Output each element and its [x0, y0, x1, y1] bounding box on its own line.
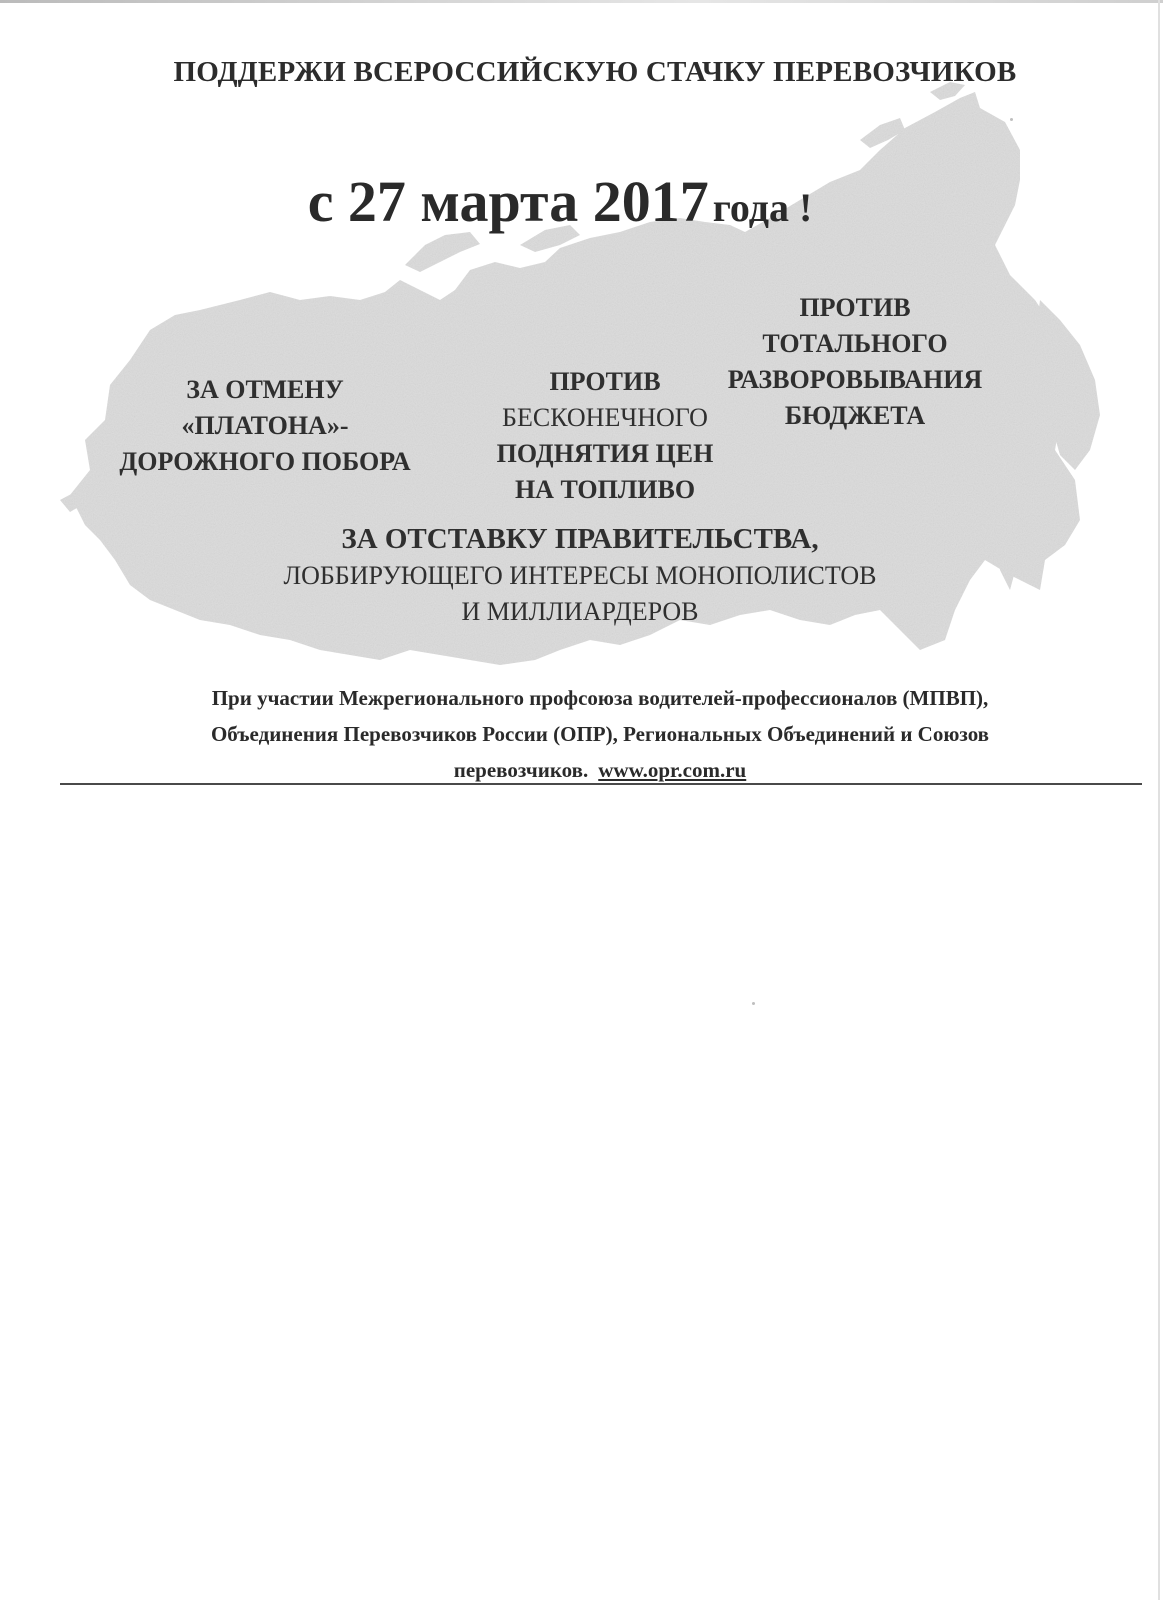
- participation-line: При участии Межрегионального профсоюза водителей-профессионалов (МПВП),: [211, 686, 989, 710]
- resign-line: И МИЛЛИАРДЕРОВ: [461, 597, 699, 626]
- slogan-platon-line: ЗА ОТМЕНУ: [186, 375, 344, 404]
- slogan-platon-line: «ПЛАТОНА»-: [181, 411, 349, 440]
- slogan-budget: [700, 290, 1010, 434]
- scan-speck: [1010, 118, 1013, 121]
- slogan-budget-line: РАЗВОРОВЫВАНИЯ: [727, 365, 983, 394]
- slogan-platon: [95, 372, 435, 480]
- strike-date-main: с 27 марта 2017: [307, 169, 709, 234]
- slogan-fuel-line: ПОДНЯТИЯ ЦЕН: [496, 439, 714, 468]
- participation-line: Объединения Перевозчиков России (ОПР), Региональных Объединений и Союзов: [210, 722, 990, 746]
- slogan-fuel-line: БЕСКОНЕЧНОГО: [502, 403, 708, 432]
- resign-title: ЗА ОТСТАВКУ ПРАВИТЕЛЬСТВА,: [341, 523, 819, 555]
- separator-line: [60, 783, 1142, 785]
- resign-line: ЛОББИРУЮЩЕГО ИНТЕРЕСЫ МОНОПОЛИСТОВ: [283, 561, 877, 590]
- slogan-budget-line: ТОТАЛЬНОГО: [762, 329, 948, 358]
- scan-speck: [752, 1002, 755, 1005]
- strike-date: [0, 168, 1120, 235]
- participation-line: перевозчиков.: [453, 758, 589, 782]
- resign-demand: [200, 520, 960, 630]
- slogan-fuel-line: ПРОТИВ: [549, 367, 661, 396]
- participation-note: [80, 680, 1120, 788]
- slogan-fuel-line: НА ТОПЛИВО: [514, 475, 696, 504]
- slogan-budget-line: ПРОТИВ: [799, 293, 911, 322]
- headline: ПОДДЕРЖИ ВСЕРОССИЙСКУЮ СТАЧКУ ПЕРЕВОЗЧИКОВ: [173, 56, 1017, 88]
- slogan-budget-line: БЮДЖЕТА: [784, 401, 926, 430]
- website-link[interactable]: www.opr.com.ru: [598, 758, 747, 782]
- strike-date-tail: года !: [712, 185, 813, 230]
- slogan-platon-line: ДОРОЖНОГО ПОБОРА: [119, 447, 411, 476]
